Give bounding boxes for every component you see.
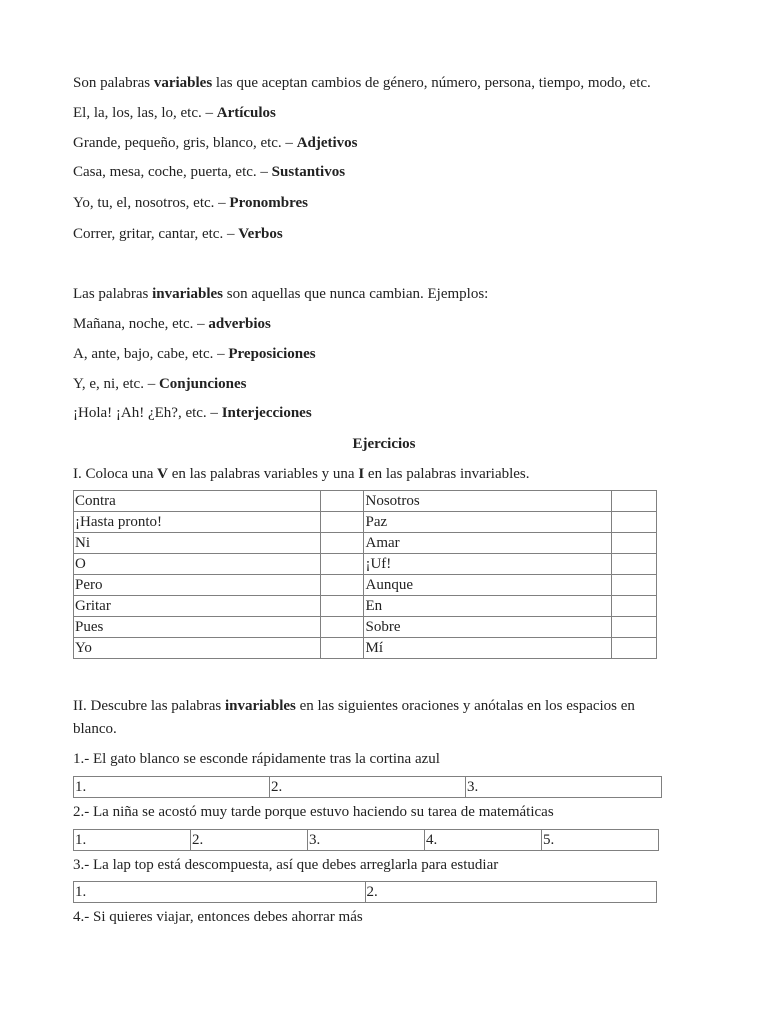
table-row: [74, 882, 657, 903]
answer-cell[interactable]: [611, 554, 656, 575]
word-cell: Aunque: [364, 575, 611, 596]
text: son aquellas que nunca cambian. Ejemplos:: [222, 286, 489, 302]
text: en las palabras invariables.: [364, 466, 530, 482]
sentence-1: 1.- El gato blanco se esconde rápidamente tras la cortina azul: [73, 751, 440, 767]
bold-term: Preposiciones: [228, 346, 316, 362]
answer-cell[interactable]: [321, 512, 364, 533]
answer-cell[interactable]: [321, 554, 364, 575]
word-cell: Pues: [74, 617, 321, 638]
word-cell: Gritar: [74, 596, 321, 617]
bold-term: Adjetivos: [296, 135, 358, 151]
bold-term: Sustantivos: [271, 164, 346, 180]
bold-term: V: [157, 466, 168, 482]
exercise-1-instructions: [73, 466, 530, 483]
heading: Ejercicios: [352, 436, 416, 452]
text: II. Descubre las palabras: [73, 698, 226, 714]
bold-term: invariables: [225, 698, 296, 714]
table-row: [74, 617, 657, 638]
bold-term: Artículos: [216, 105, 276, 121]
text: las que aceptan cambios de género, número, persona, tiempo, modo, etc.: [212, 75, 651, 91]
bold-term: Verbos: [238, 226, 283, 242]
text: ¡Hola! ¡Ah! ¿Eh?, etc. –: [73, 405, 222, 421]
sentence-3: 3.- La lap top está descompuesta, así que debes arreglarla para estudiar: [73, 857, 499, 873]
exercise-2-instructions-cont: blanco.: [73, 721, 117, 737]
word-cell: Yo: [74, 638, 321, 659]
bold-term: adverbios: [208, 316, 271, 332]
bold-term: Interjecciones: [221, 405, 312, 421]
text: en las siguientes oraciones y anótalas en los espacios en: [295, 698, 635, 714]
text: en las palabras variables y una: [167, 466, 359, 482]
answer-cell[interactable]: [611, 575, 656, 596]
table-row: [74, 596, 657, 617]
example-pronombres: [73, 195, 308, 212]
invariables-definition: [73, 286, 488, 303]
sentence-2: 2.- La niña se acostó muy tarde porque estuvo haciendo su tarea de matemáticas: [73, 804, 554, 820]
example-preposiciones: [73, 346, 316, 363]
answer-slot[interactable]: 2.: [191, 830, 308, 851]
answer-cell[interactable]: [321, 575, 364, 596]
example-conjunciones: [73, 376, 247, 393]
table-row: [74, 491, 657, 512]
word-cell: Contra: [74, 491, 321, 512]
bold-term: variables: [153, 75, 213, 91]
text: I. Coloca una: [73, 466, 158, 482]
answer-table-2: [73, 829, 659, 851]
exercise-2-instructions: [73, 698, 635, 715]
answer-cell[interactable]: [321, 638, 364, 659]
table-row: [74, 777, 662, 798]
table-row: [74, 830, 659, 851]
answer-table-1: [73, 776, 662, 798]
table-row: [74, 575, 657, 596]
table-row: [74, 638, 657, 659]
answer-cell[interactable]: [321, 596, 364, 617]
word-cell: Paz: [364, 512, 611, 533]
answer-cell[interactable]: [611, 533, 656, 554]
answer-table-3: [73, 881, 657, 903]
text: Son palabras: [73, 75, 154, 91]
table-row: [74, 533, 657, 554]
word-cell: Nosotros: [364, 491, 611, 512]
answer-slot[interactable]: 4.: [425, 830, 542, 851]
answer-cell[interactable]: [321, 533, 364, 554]
text: A, ante, bajo, cabe, etc. –: [73, 346, 229, 362]
text: Correr, gritar, cantar, etc. –: [73, 226, 239, 242]
word-cell: O: [74, 554, 321, 575]
example-adverbios: [73, 316, 271, 333]
word-cell: Mí: [364, 638, 611, 659]
answer-cell[interactable]: [611, 491, 656, 512]
example-articulos: [73, 105, 276, 122]
bold-term: invariables: [152, 286, 223, 302]
text: Casa, mesa, coche, puerta, etc. –: [73, 164, 272, 180]
table-row: [74, 554, 657, 575]
text: Grande, pequeño, gris, blanco, etc. –: [73, 135, 297, 151]
bold-term: Conjunciones: [158, 376, 247, 392]
answer-slot[interactable]: 5.: [542, 830, 659, 851]
answer-slot[interactable]: 2.: [270, 777, 466, 798]
answer-slot[interactable]: 1.: [74, 830, 191, 851]
word-cell: Ni: [74, 533, 321, 554]
text: Yo, tu, el, nosotros, etc. –: [73, 195, 230, 211]
sentence-4: 4.- Si quieres viajar, entonces debes ahorrar más: [73, 909, 363, 925]
text: Las palabras: [73, 286, 153, 302]
text: Mañana, noche, etc. –: [73, 316, 209, 332]
word-cell: ¡Hasta pronto!: [74, 512, 321, 533]
word-cell: Sobre: [364, 617, 611, 638]
word-cell: Amar: [364, 533, 611, 554]
answer-cell[interactable]: [611, 617, 656, 638]
answer-cell[interactable]: [611, 512, 656, 533]
exercise-1-table: [73, 490, 657, 659]
answer-slot[interactable]: 1.: [74, 777, 270, 798]
variables-definition: [73, 75, 651, 92]
word-cell: En: [364, 596, 611, 617]
word-cell: ¡Uf!: [364, 554, 611, 575]
answer-cell[interactable]: [321, 617, 364, 638]
text: Y, e, ni, etc. –: [73, 376, 159, 392]
answer-slot[interactable]: 3.: [308, 830, 425, 851]
answer-cell[interactable]: [321, 491, 364, 512]
answer-cell[interactable]: [611, 596, 656, 617]
bold-term: Pronombres: [229, 195, 309, 211]
example-sustantivos: [73, 164, 345, 181]
exercises-title: [0, 436, 768, 453]
example-interjecciones: [73, 405, 312, 422]
answer-slot[interactable]: 3.: [466, 777, 662, 798]
example-verbos: [73, 226, 283, 243]
bold-term: I: [358, 466, 365, 482]
answer-slot[interactable]: 2.: [365, 882, 657, 903]
example-adjetivos: [73, 135, 358, 152]
answer-cell[interactable]: [611, 638, 656, 659]
text: El, la, los, las, lo, etc. –: [73, 105, 217, 121]
table-row: [74, 512, 657, 533]
answer-slot[interactable]: 1.: [74, 882, 366, 903]
word-cell: Pero: [74, 575, 321, 596]
